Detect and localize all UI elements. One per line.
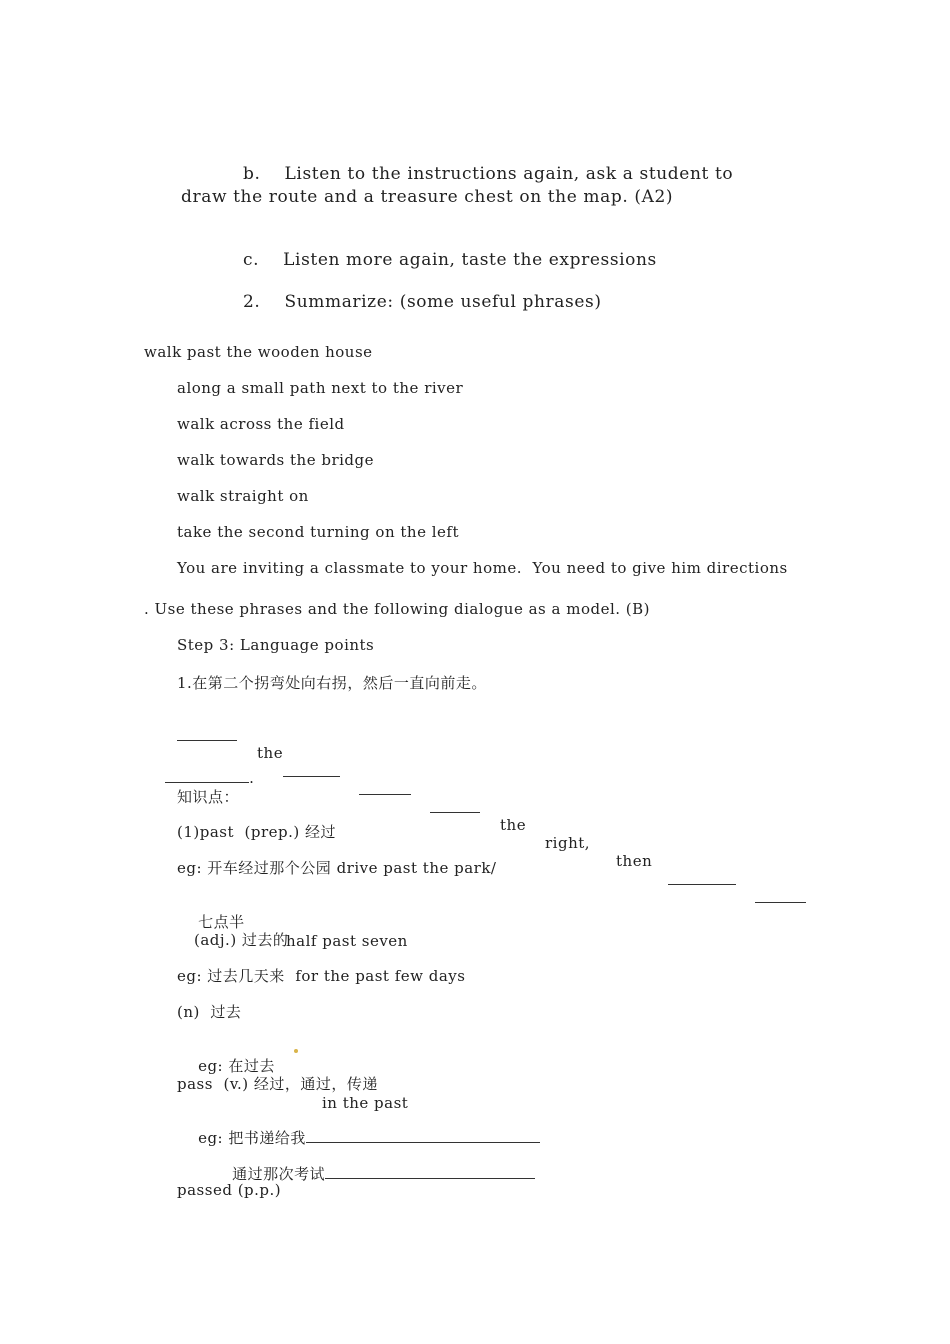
blank-field[interactable] <box>306 1128 540 1143</box>
section-b-line2: draw the route and a treasure chest on the map. (A2) <box>181 187 674 207</box>
knowledge-past-prep: (1)past (prep.) 经过 <box>177 823 337 841</box>
knowledge-title: 知识点： <box>177 788 240 806</box>
q1-word-then: then <box>616 852 653 870</box>
eg-book-text: eg: 把书递给我 <box>198 1129 306 1147</box>
task-line1: You are inviting a classmate to your home. You need to give him directions <box>177 559 788 577</box>
q1-period: . <box>249 769 255 787</box>
section-b-text: Listen to the instructions again, ask a student to <box>284 164 734 184</box>
knowledge-eg-drive: eg: 开车经过那个公园 drive past the park/ <box>177 859 497 877</box>
step3-heading: Step 3: Language points <box>177 636 375 654</box>
section-c-marker: c. <box>243 250 260 270</box>
q1-word-right: right, <box>545 834 591 852</box>
knowledge-pass: pass (v.) 经过，通过，传递 <box>177 1075 378 1093</box>
blank-field[interactable] <box>430 798 480 813</box>
knowledge-noun: (n) 过去 <box>177 1003 242 1021</box>
blank-field[interactable] <box>668 870 736 885</box>
blank-field[interactable] <box>165 768 249 783</box>
section-2-text: Summarize: (some useful phrases) <box>284 292 602 312</box>
phrase-item: walk straight on <box>177 487 309 505</box>
blank-field[interactable] <box>359 780 411 795</box>
phrase-item: walk past the wooden house <box>144 343 373 361</box>
q1-fill-line <box>177 708 807 924</box>
knowledge-adj: (adj.) 过去的 <box>194 931 289 949</box>
q1-chinese: 1.在第二个拐弯处向右拐，然后一直向前走。 <box>177 674 487 692</box>
phrase-item: take the second turning on the left <box>177 523 459 541</box>
section-2-marker: 2. <box>243 292 261 312</box>
knowledge-eg-days: eg: 过去几天来 for the past few days <box>177 967 466 985</box>
section-c-text: Listen more again, taste the expressions <box>283 250 657 270</box>
eg-past-en: in the past <box>322 1094 409 1112</box>
q1-word-the: the <box>257 744 284 762</box>
half-past-en: half past seven <box>286 932 408 950</box>
half-past-cn: 七点半 <box>198 913 245 931</box>
knowledge-passed: passed (p.p.) <box>177 1181 282 1199</box>
blank-field[interactable] <box>177 726 237 741</box>
section-2-line <box>219 272 602 332</box>
phrase-item: along a small path next to the river <box>177 379 464 397</box>
phrase-item: walk towards the bridge <box>177 451 375 469</box>
phrase-item: walk across the field <box>177 415 345 433</box>
yellow-dot-mark <box>294 1049 298 1053</box>
eg-past-cn: eg: 在过去 <box>198 1057 275 1075</box>
q1-word-the2: the <box>500 816 527 834</box>
section-b-marker: b. <box>243 164 261 184</box>
blank-field[interactable] <box>325 1164 535 1179</box>
exam-text: 通过那次考试 <box>232 1165 326 1183</box>
blank-field[interactable] <box>755 888 806 903</box>
task-line2: . Use these phrases and the following dialogue as a model. (B) <box>144 600 651 618</box>
blank-field[interactable] <box>283 762 340 777</box>
